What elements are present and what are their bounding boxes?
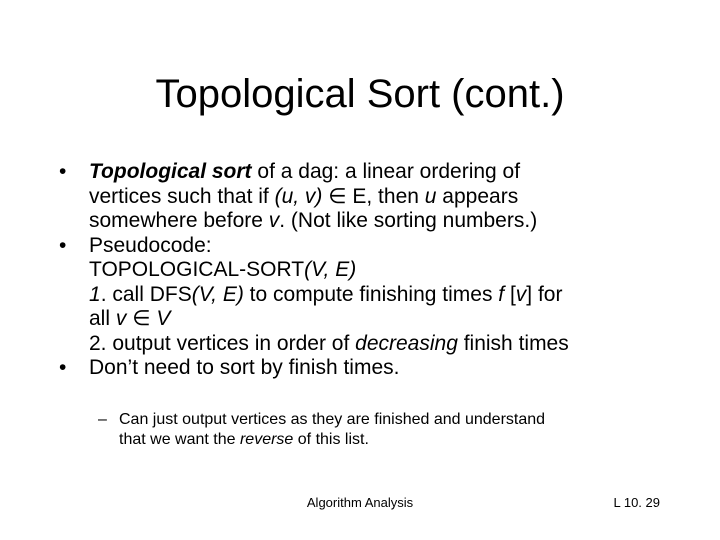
footer-page-number: L 10. 29 (613, 495, 660, 510)
sub-bullet-dash: – (98, 411, 107, 428)
bullet-marker: • (59, 233, 67, 257)
text-run: of a dag: a linear ordering of (251, 160, 521, 183)
pseudocode-label: Pseudocode: (89, 233, 212, 257)
definition-line-1 (89, 160, 679, 185)
var-V: V (156, 307, 171, 330)
text-run: appears (436, 184, 519, 208)
bullet-marker: • (59, 160, 67, 183)
bullet-definition (59, 160, 679, 234)
step-2-line (89, 332, 679, 357)
text-run: ∈ E, then (322, 184, 425, 208)
slide-title: Topological Sort (cont.) (155, 72, 565, 116)
text-run: finish times (457, 331, 569, 355)
step-number: 1 (89, 282, 101, 306)
text-run: ] for (526, 282, 563, 306)
text-run: 2. output vertices in order of (89, 331, 356, 355)
sub-bullet-line-2 (98, 430, 688, 450)
text-run: that we want the (119, 430, 240, 448)
term-topological-sort: Topological sort (89, 160, 252, 183)
step-1-line-1 (89, 283, 679, 308)
dfs-args: (V, E) (191, 282, 244, 306)
step-1-line-2 (89, 307, 679, 332)
proc-name: TOPOLOGICAL-SORT (89, 258, 305, 281)
var-f: f (498, 282, 505, 306)
bullet-pseudocode (59, 234, 679, 357)
text-run: . (Not like sorting numbers.) (279, 209, 538, 232)
bullet-no-sort (59, 356, 679, 381)
definition-line-3 (89, 209, 679, 234)
edge-uv: (u, v) (274, 184, 323, 208)
footer-course: Algorithm Analysis (306, 495, 414, 510)
text-run: vertices such that if (89, 184, 275, 208)
var-v: v (115, 307, 127, 330)
text-run: of this list. (293, 430, 369, 448)
sub-bullet (98, 410, 688, 449)
slide-body (59, 160, 679, 381)
proc-args: (V, E) (304, 258, 357, 281)
var-u: u (424, 184, 437, 208)
sub-bullet-line-1: Can just output vertices as they are finished and understand (119, 411, 546, 428)
var-v: v (268, 209, 280, 232)
procedure-header (89, 258, 679, 283)
text-run: all (89, 307, 116, 330)
no-sort-text: Don’t need to sort by finish times. (89, 356, 400, 379)
bullet-marker: • (59, 356, 67, 379)
text-run: somewhere before (89, 209, 269, 232)
text-run: [ (504, 282, 516, 306)
text-run: . call DFS (100, 282, 192, 306)
definition-line-2 (89, 185, 679, 210)
text-run: to compute finishing times (243, 282, 499, 306)
var-v: v (515, 282, 527, 306)
word-decreasing: decreasing (355, 331, 458, 355)
word-reverse: reverse (239, 430, 294, 448)
text-run: ∈ (126, 307, 157, 330)
